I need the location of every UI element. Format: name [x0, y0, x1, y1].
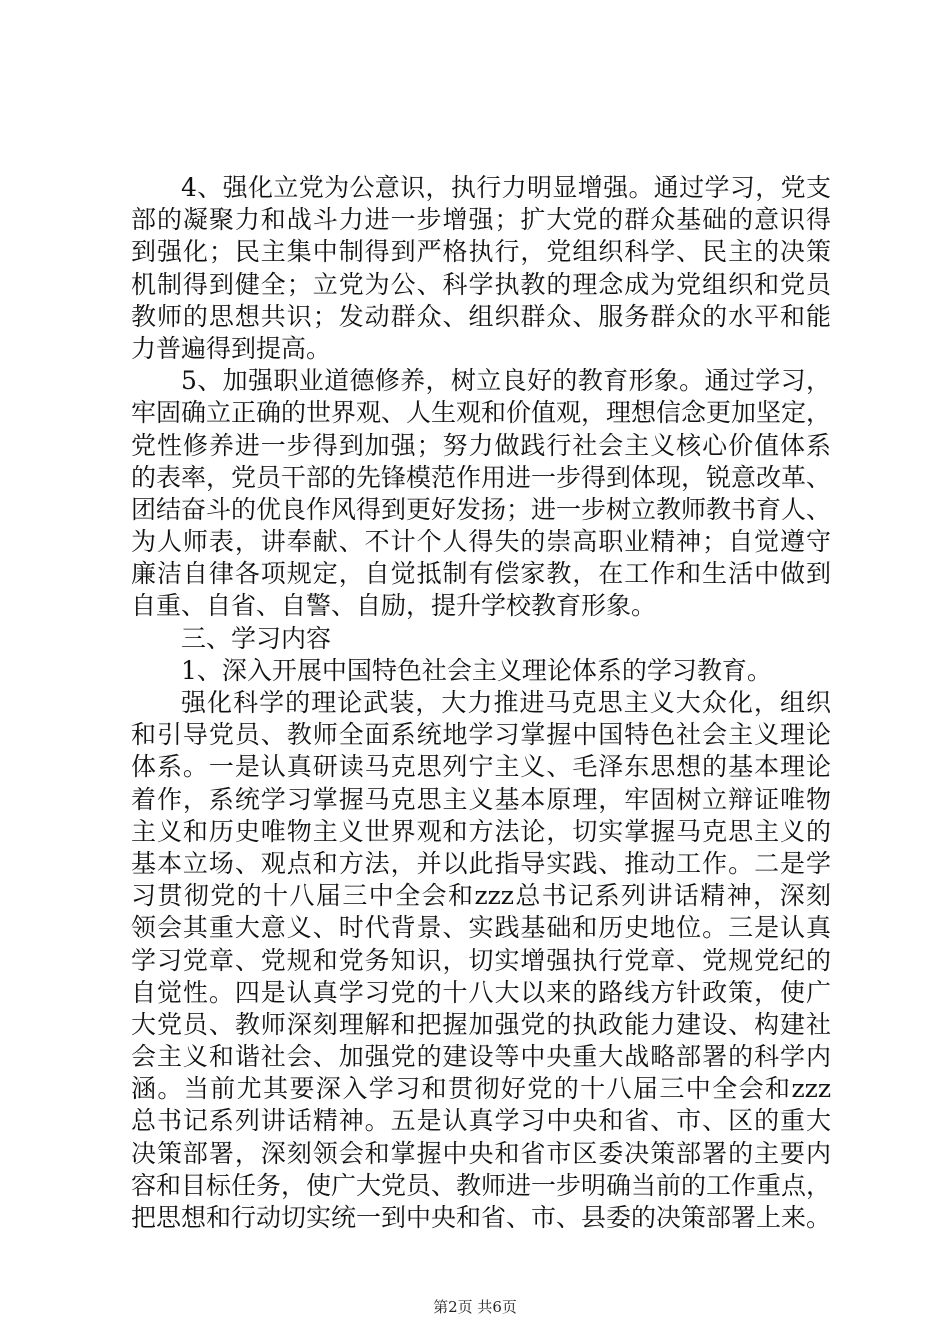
- section-heading: 三、学习内容: [181, 623, 332, 653]
- paragraph-content-line: 强化科学的理论武装，大力推进马克思主义大众化，组织: [181, 688, 831, 717]
- paragraph-5-line: 为人师表，讲奉献、不计个人得失的崇高职业精神；自觉遵守: [131, 527, 831, 557]
- paragraph-4-line: 部的凝聚力和战斗力进一步增强；扩大党的群众基础的意识得: [131, 205, 831, 235]
- paragraph-content-line: 体系。一是认真研读马克思列宁主义、毛泽东思想的基本理论: [131, 752, 831, 782]
- paragraph-5-line: 5、加强职业道德修养，树立良好的教育形象。通过学习，: [181, 366, 831, 396]
- paragraph-4-line: 力普遍得到提高。: [131, 333, 332, 363]
- page-indicator: 第2页 共6页: [433, 1298, 517, 1316]
- paragraph-content-line: 涵。当前尤其要深入学习和贯彻好党的十八届三中全会和zzz: [131, 1074, 831, 1104]
- paragraph-4-line: 机制得到健全；立党为公、科学执教的理念成为党组织和党员: [131, 269, 831, 299]
- paragraph-content-line: 主义和历史唯物主义世界观和方法论，切实掌握马克思主义的: [131, 816, 831, 846]
- paragraph-4-line: 4、强化立党为公意识，执行力明显增强。通过学习，党支: [181, 173, 831, 202]
- paragraph-content-line: 总书记系列讲话精神。五是认真学习中央和省、市、区的重大: [131, 1106, 831, 1136]
- paragraph-content-line: 学习党章、党规和党务知识，切实增强执行党章、党规党纪的: [131, 945, 831, 975]
- paragraph-content-line: 大党员、教师深刻理解和把握加强党的执政能力建设、构建社: [131, 1009, 831, 1039]
- paragraph-content-line: 习贯彻党的十八届三中全会和zzz总书记系列讲话精神，深刻: [131, 881, 831, 911]
- paragraph-content-line: 和引导党员、教师全面系统地学习掌握中国特色社会主义理论: [131, 720, 831, 750]
- paragraph-5-line: 廉洁自律各项规定，自觉抵制有偿家教，在工作和生活中做到: [131, 559, 831, 589]
- paragraph-5-line: 的表率，党员干部的先锋模范作用进一步得到体现，锐意改革、: [131, 462, 832, 492]
- paragraph-content-line: 把思想和行动切实统一到中央和省、市、县委的决策部署上来。: [131, 1203, 832, 1232]
- body-text: [131, 172, 831, 1234]
- paragraph-5-line: 自重、自省、自警、自励，提升学校教育形象。: [131, 591, 657, 621]
- paragraph-content-line: 领会其重大意义、时代背景、实践基础和历史地位。三是认真: [131, 913, 831, 943]
- paragraph-4-line: 教师的思想共识；发动群众、组织群众、服务群众的水平和能: [131, 301, 831, 331]
- paragraph-content-line: 着作，系统学习掌握马克思主义基本原理，牢固树立辩证唯物: [131, 784, 831, 814]
- paragraph-content-line: 决策部署，深刻领会和掌握中央和省市区委决策部署的主要内: [131, 1138, 831, 1168]
- paragraph-content-line: 基本立场、观点和方法，并以此指导实践、推动工作。二是学: [131, 848, 831, 878]
- paragraph-5-line: 牢固确立正确的世界观、人生观和价值观，理想信念更加坚定，: [131, 398, 832, 428]
- paragraph-content-line: 会主义和谐社会、加强党的建设等中央重大战略部署的科学内: [131, 1042, 831, 1072]
- paragraph-content-line: 容和目标任务，使广大党员、教师进一步明确当前的工作重点，: [131, 1170, 832, 1200]
- paragraph-5-line: 团结奋斗的优良作风得到更好发扬；进一步树立教师教书育人、: [131, 494, 832, 524]
- paragraph-4-line: 到强化；民主集中制得到严格执行，党组织科学、民主的决策: [131, 237, 831, 267]
- page-footer: [0, 1297, 950, 1317]
- paragraph-content-line: 自觉性。四是认真学习党的十八大以来的路线方针政策，使广: [131, 977, 831, 1007]
- paragraph-5-line: 党性修养进一步得到加强；努力做践行社会主义核心价值体系: [131, 430, 831, 460]
- subsection-heading: 1、深入开展中国特色社会主义理论体系的学习教育。: [181, 655, 772, 685]
